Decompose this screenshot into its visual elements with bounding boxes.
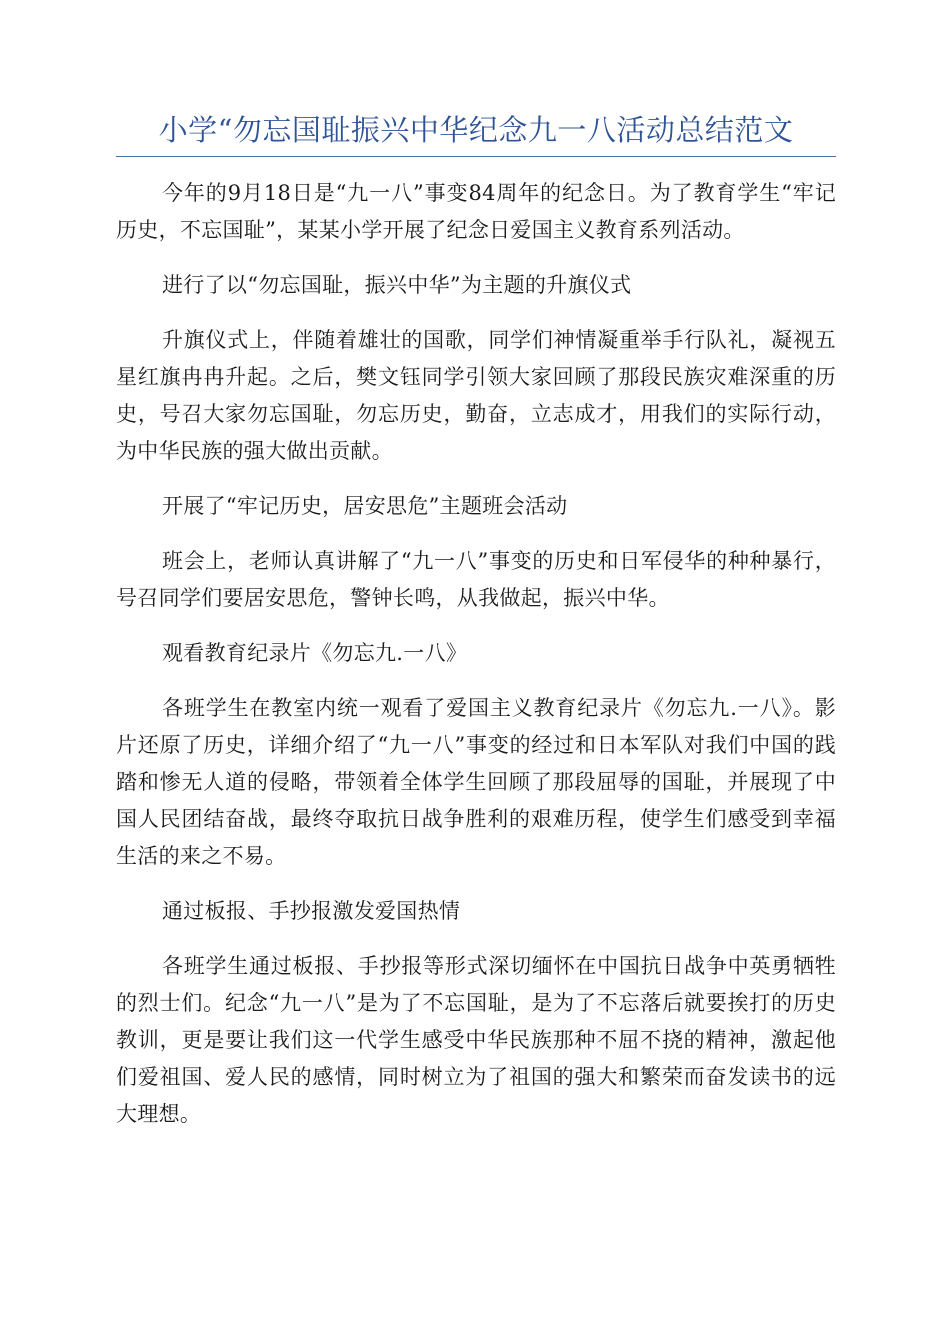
paragraph-documentary: 各班学生在教室内统一观看了爱国主义教育纪录片《勿忘九.一八》。影片还原了历史，详细介绍了“九一八”事变的经过和日本军队对我们中国的践踏和惨无人道的侵略，带领着全体学生回顾了那段屈辱的国耻，并展现了中国人民团结奋战，最终夺取抗日战争胜利的艰难历程，使学生们感受到幸福生活的来之不易。 xyxy=(116,696,836,868)
document-body xyxy=(116,175,836,1151)
section-heading-documentary: 观看教育纪录片《勿忘九.一八》 xyxy=(162,641,468,665)
section-heading-class-meeting: 开展了“牢记历史，居安思危”主题班会活动 xyxy=(162,494,568,518)
paragraph-intro: 今年的9月18日是“九一八”事变84周年的纪念日。为了教育学生“牢记历史，不忘国耻”，某某小学开展了纪念日爱国主义教育系列活动。 xyxy=(116,181,836,242)
paragraph-class-meeting: 班会上，老师认真讲解了“九一八”事变的历史和日军侵华的种种暴行，号召同学们要居安思危，警钟长鸣，从我做起，振兴中华。 xyxy=(116,549,836,610)
section-heading-flag-ceremony: 进行了以“勿忘国耻，振兴中华”为主题的升旗仪式 xyxy=(162,273,632,297)
document-title: 小学“勿忘国耻振兴中华纪念九一八活动总结范文 xyxy=(158,113,794,147)
paragraph-flag-ceremony: 升旗仪式上，伴随着雄壮的国歌，同学们神情凝重举手行队礼，凝视五星红旗冉冉升起。之后，樊文钰同学引领大家回顾了那段民族灾难深重的历史，号召大家勿忘国耻，勿忘历史，勤奋，立志成才，用我们的实际行动，为中华民族的强大做出贡献。 xyxy=(116,328,836,463)
title-block xyxy=(116,108,836,157)
section-heading-blackboard: 通过板报、手抄报激发爱国热情 xyxy=(162,899,461,923)
paragraph-blackboard: 各班学生通过板报、手抄报等形式深切缅怀在中国抗日战争中英勇牺牲的烈士们。纪念“九一八”是为了不忘国耻，是为了不忘落后就要挨打的历史教训，更是要让我们这一代学生感受中华民族那种不屈不挠的精神，激起他们爱祖国、爱人民的感情，同时树立为了祖国的强大和繁荣而奋发读书的远大理想。 xyxy=(116,954,836,1126)
